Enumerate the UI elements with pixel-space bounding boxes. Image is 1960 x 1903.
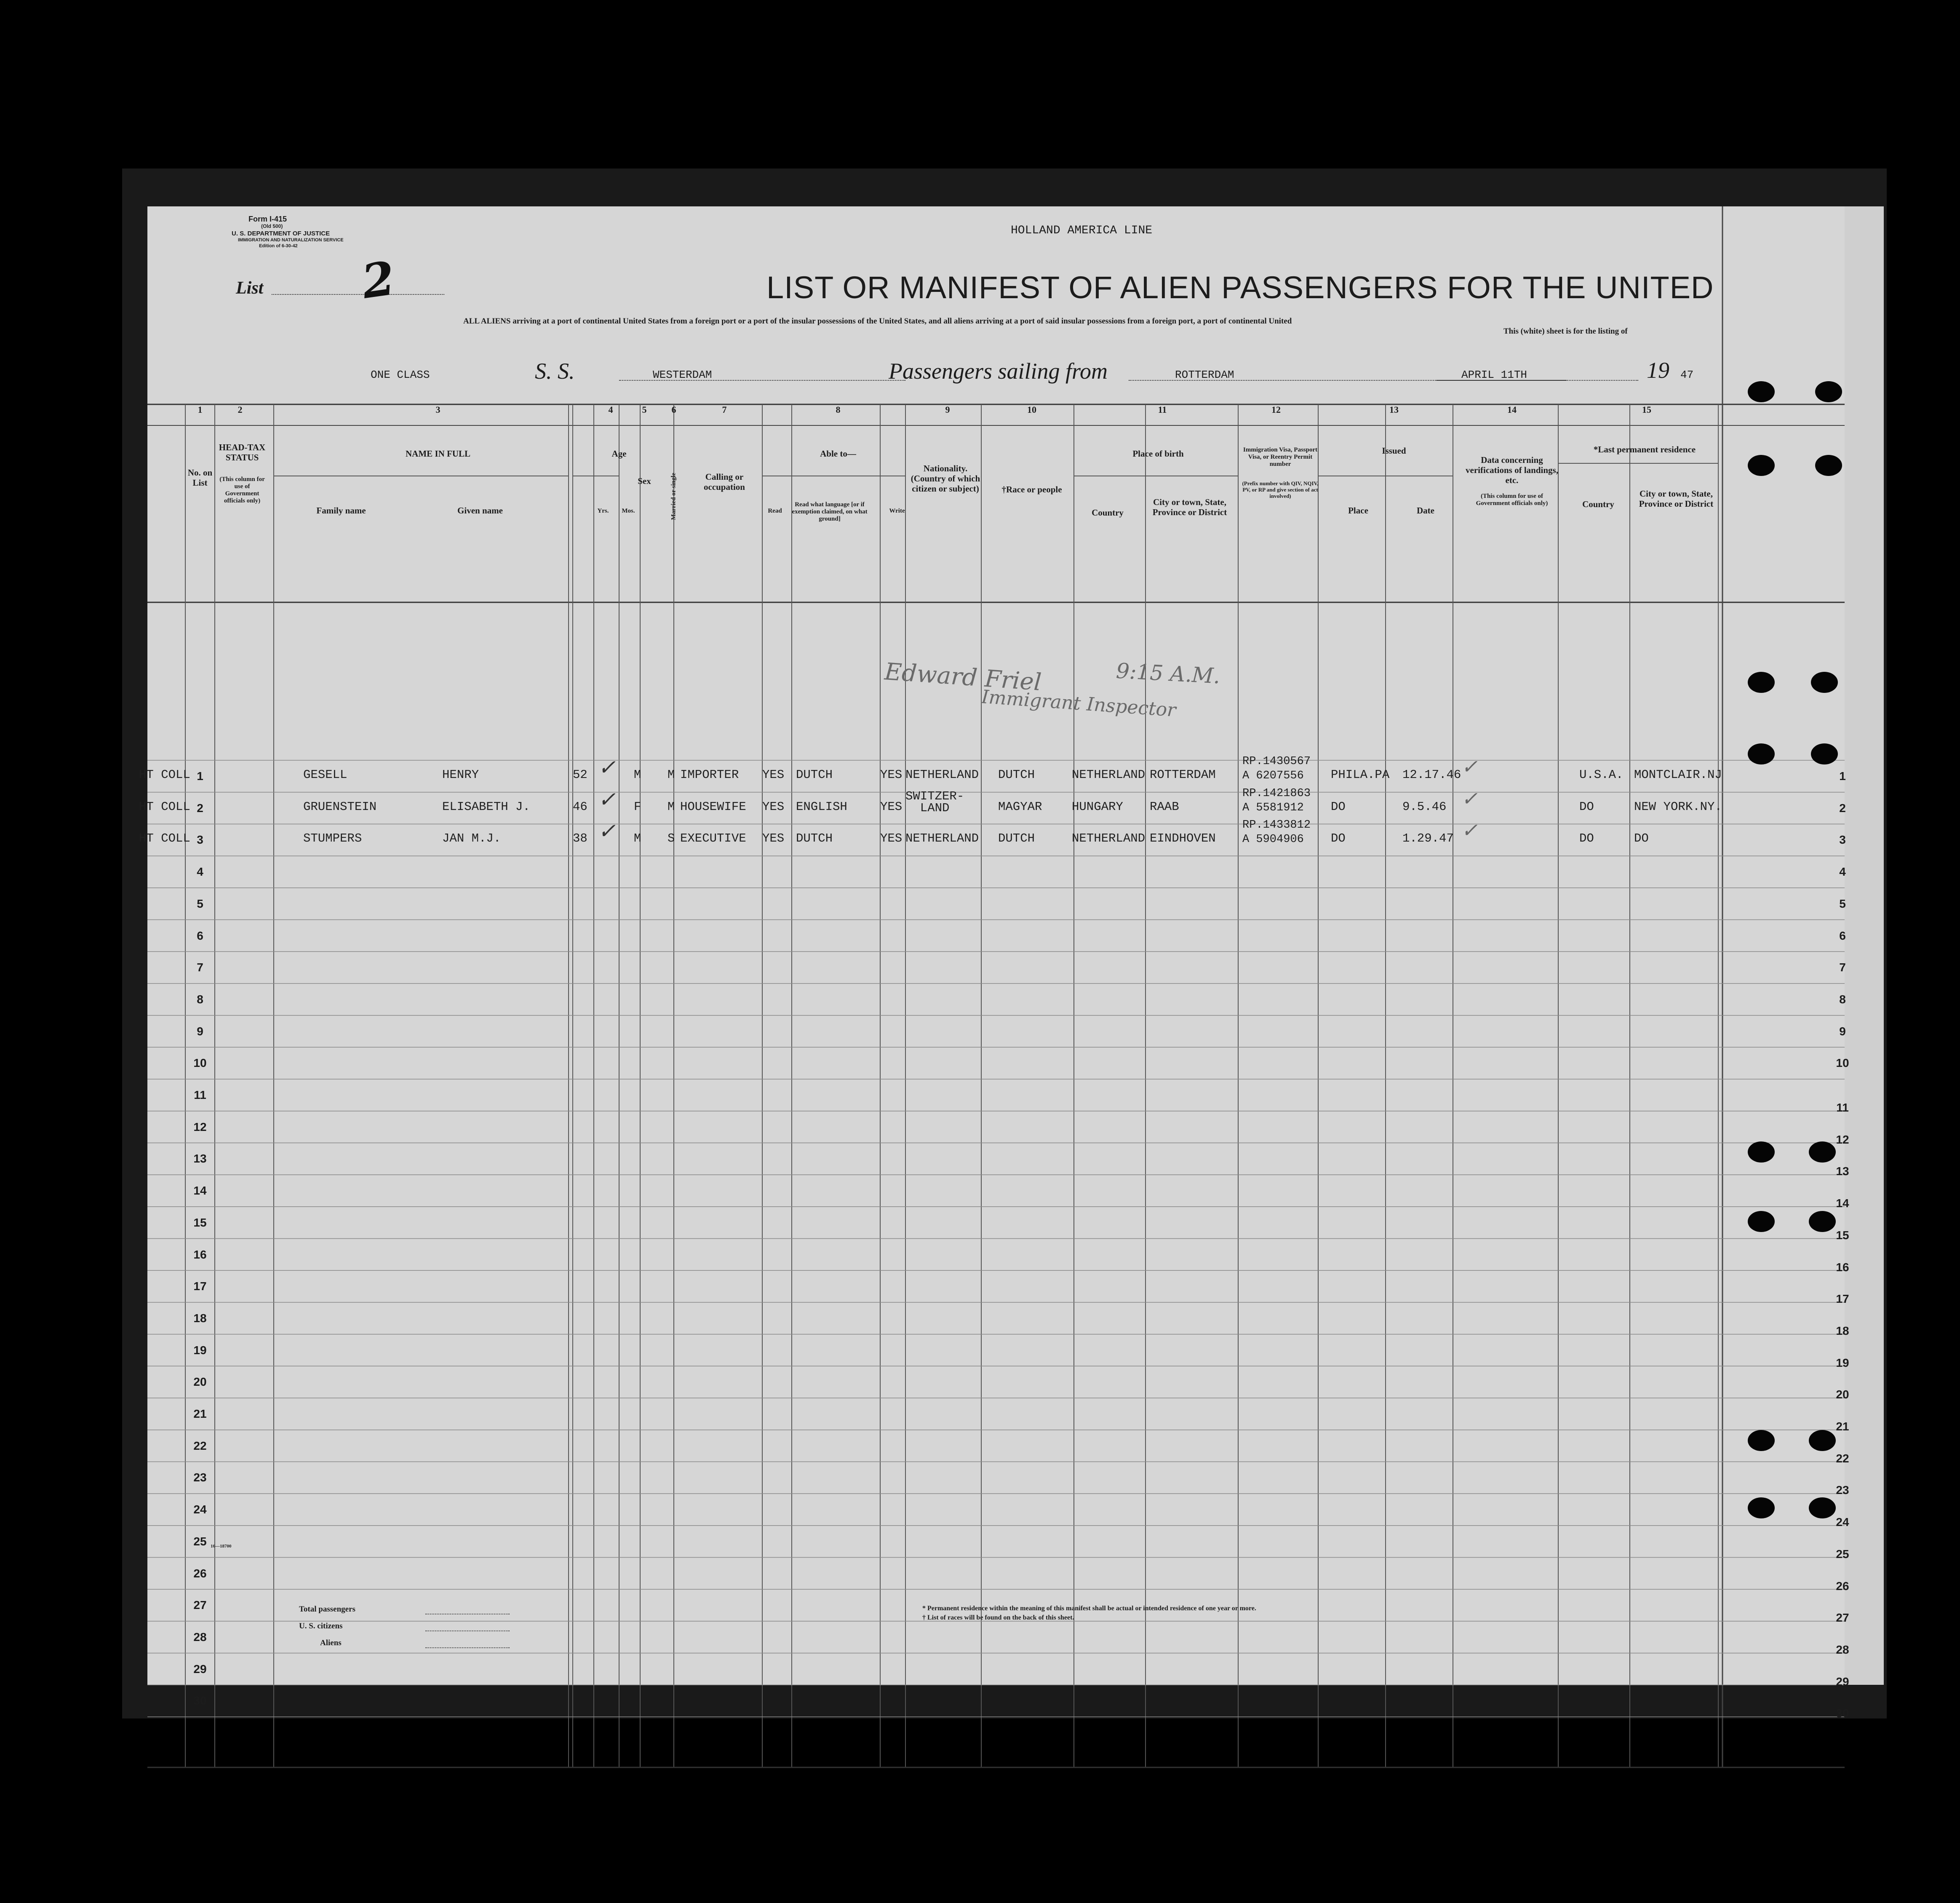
row-number: 21 <box>193 1407 207 1420</box>
check-mark: ✓ <box>1461 755 1478 778</box>
printer-code: 16—18700 <box>211 1544 232 1549</box>
col-number: 5 <box>642 404 647 415</box>
flap-row-number: 11 <box>1836 1101 1849 1114</box>
manifest-title: LIST OR MANIFEST OF ALIEN PASSENGERS FOR THE UNITED <box>766 270 1714 305</box>
header-res-country: Country <box>1582 499 1614 509</box>
birth-country: HUNGARY <box>1072 799 1123 814</box>
race-footnote: † List of races will be found on the back of this sheet. <box>922 1614 1074 1621</box>
col-number: 2 <box>238 404 243 415</box>
visa-number: RP.1421863 <box>1242 787 1311 800</box>
marital-status: M <box>668 799 675 814</box>
check-mark: ✓ <box>598 787 616 812</box>
header-place-of-birth: Place of birth <box>1132 449 1184 459</box>
header-res-city: City or town, State, Province or District <box>1639 489 1714 509</box>
col-number: 14 <box>1507 404 1517 415</box>
sex: F <box>634 799 641 814</box>
flap-row-number: 17 <box>1836 1292 1849 1306</box>
us-citizens-line <box>425 1630 510 1631</box>
birth-country: NETHERLAND <box>1072 768 1146 782</box>
visa-number: RP.1430567 <box>1242 755 1311 768</box>
col-number: 15 <box>1642 404 1651 415</box>
row-number: 16 <box>193 1248 207 1261</box>
col-number: 11 <box>1158 404 1167 415</box>
flap-row-number: 30 <box>1836 1707 1849 1720</box>
race: DUTCH <box>998 831 1035 846</box>
flap-row-number: 23 <box>1836 1483 1849 1497</box>
departure-port: ROTTERDAM <box>1175 369 1234 381</box>
header-write: Write <box>889 508 905 514</box>
birth-country: NETHERLAND <box>1072 831 1146 846</box>
row-number: 14 <box>193 1184 207 1197</box>
check-mark: ✓ <box>1461 787 1478 810</box>
header-visa-note: (Prefix number with QIV, NQIV, PV, or RP and give section of act involved) <box>1242 480 1319 499</box>
edition-date: Edition of 6-30-42 <box>259 243 298 249</box>
issued-place: DO <box>1331 831 1346 846</box>
row-number: 6 <box>197 929 203 942</box>
header-head-tax: HEAD-TAX STATUS <box>219 442 266 462</box>
flap-row-number: 9 <box>1839 1024 1846 1038</box>
read-language: DUTCH <box>796 831 833 846</box>
flap-row-number: 27 <box>1836 1611 1849 1625</box>
col-number: 9 <box>945 404 950 415</box>
header-married-single: Married or single <box>670 473 677 520</box>
sex: M <box>634 768 641 782</box>
punch-hole <box>1748 381 1775 402</box>
row-number: 12 <box>193 1120 207 1133</box>
flap-row-number: 7 <box>1839 961 1846 974</box>
can-read: YES <box>762 831 785 846</box>
immigration-visa-number: A 6207556 <box>1242 770 1304 782</box>
col-number: 6 <box>671 404 676 415</box>
punch-hole <box>1809 1141 1836 1163</box>
list-label: List <box>236 278 264 298</box>
sex: M <box>634 831 641 846</box>
inspection-time: 9:15 A.M. <box>1115 658 1221 689</box>
residence-city: DO <box>1634 831 1649 846</box>
header-name-in-full: NAME IN FULL <box>405 449 470 459</box>
flap-row-number: 2 <box>1839 801 1846 815</box>
family-name: GESELL <box>303 768 347 782</box>
flap-row-number: 18 <box>1836 1324 1849 1337</box>
col-number: 10 <box>1027 404 1036 415</box>
marital-status: M <box>668 768 675 782</box>
flap-row-number: 14 <box>1836 1197 1849 1210</box>
flap-row-number: 10 <box>1836 1056 1849 1070</box>
old-form-number: (Old 500) <box>261 223 283 229</box>
punch-hole <box>1748 672 1775 693</box>
manifest-subtitle: ALL ALIENS arriving at a port of continental United States from a foreign port or a port of the insular possessions of the United States, and all aliens arriving at a port of said insular possessions from a foreign port, a port of continental United <box>463 317 1292 326</box>
row-number: 17 <box>193 1280 207 1293</box>
total-passengers-line <box>425 1613 510 1614</box>
can-read: YES <box>762 768 785 782</box>
flap-row-number: 26 <box>1836 1579 1849 1593</box>
us-citizens-label: U. S. citizens <box>299 1622 343 1630</box>
service-name: IMMIGRATION AND NATURALIZATION SERVICE <box>238 238 344 243</box>
header-age-mos: Mos. <box>622 508 635 514</box>
header-pob-city: City or town, State, Province or District <box>1152 497 1227 517</box>
punch-hole <box>1811 743 1838 764</box>
flap-row-number: 8 <box>1839 992 1846 1006</box>
flap-row-number: 20 <box>1836 1388 1849 1401</box>
header-no-on-list: No. on List <box>187 468 213 488</box>
ss-label: S. S. <box>535 358 575 384</box>
header-given-name: Given name <box>457 505 503 516</box>
row-number: 10 <box>193 1056 207 1070</box>
header-race: †Race or people <box>1001 484 1062 494</box>
aliens-label: Aliens <box>320 1638 342 1647</box>
row-number: 11 <box>194 1088 206 1101</box>
flap-row-number: 28 <box>1836 1643 1849 1656</box>
flap-row-number: 22 <box>1836 1451 1849 1465</box>
row-number: 29 <box>193 1662 207 1676</box>
form-number: Form I-415 <box>248 215 287 223</box>
issued-date: 1.29.47 <box>1402 831 1454 846</box>
header-family-name: Family name <box>316 505 366 516</box>
row-number: 25 <box>193 1534 207 1548</box>
immigration-visa-number: A 5581912 <box>1242 801 1304 814</box>
col-number: 13 <box>1389 404 1399 415</box>
header-data-concerning: Data concerning verifications of landings, etc. <box>1466 455 1558 485</box>
header-age: Age <box>611 449 627 459</box>
year-prefix: 19 <box>1647 358 1669 383</box>
read-language: DUTCH <box>796 768 833 782</box>
sailing-label: Passengers sailing from <box>889 358 1108 384</box>
header-sex: Sex <box>638 476 651 486</box>
header-read-language: Read what language [or if exemption claimed, on what ground] <box>792 501 868 522</box>
shipping-line-name: HOLLAND AMERICA LINE <box>1011 224 1153 237</box>
check-mark: ✓ <box>1461 819 1478 842</box>
header-head-tax-note: (This column for use of Government officials only) <box>219 476 265 504</box>
row-number: 5 <box>197 897 203 910</box>
read-language: ENGLISH <box>796 799 847 814</box>
punch-hole <box>1815 381 1842 402</box>
immigration-visa-number: A 5904906 <box>1242 833 1304 846</box>
col-number: 4 <box>608 404 613 415</box>
class-of-travel: ONE CLASS <box>371 369 430 381</box>
row-number: 8 <box>197 992 203 1006</box>
row-number: 19 <box>193 1343 207 1357</box>
flap-row-number: 21 <box>1836 1420 1849 1433</box>
row-number: 18 <box>193 1311 207 1325</box>
flap-row-number: 12 <box>1836 1133 1849 1146</box>
punch-hole <box>1809 1497 1836 1518</box>
header-able-to: Able to— <box>820 449 856 459</box>
can-write: YES <box>880 768 903 782</box>
family-name: STUMPERS <box>303 831 362 846</box>
flap-row-number: 3 <box>1839 833 1846 847</box>
occupation: IMPORTER <box>680 768 739 782</box>
row-number: 30 <box>193 1694 207 1708</box>
flap-row-number: 16 <box>1836 1260 1849 1274</box>
header-visa: Immigration Visa, Passport Visa, or Reentry Permit number <box>1243 446 1318 468</box>
race: MAGYAR <box>998 799 1042 814</box>
col-number: 12 <box>1271 404 1281 415</box>
header-last-residence: *Last permanent residence <box>1593 444 1696 454</box>
punch-hole <box>1811 672 1838 693</box>
header-nationality: Nationality. (Country of which citizen or subject) <box>911 463 980 494</box>
header-age-yrs: Yrs. <box>597 508 609 514</box>
check-mark: ✓ <box>598 755 616 780</box>
flap-row-number: 5 <box>1839 897 1846 910</box>
age-years: 38 <box>573 831 587 846</box>
family-name: GRUENSTEIN <box>303 799 377 814</box>
row-number: 23 <box>193 1471 207 1484</box>
row-number: 13 <box>193 1152 207 1165</box>
punch-hole <box>1748 1141 1775 1163</box>
flap-row-number: 24 <box>1836 1515 1849 1529</box>
row-number: 22 <box>193 1439 207 1452</box>
entry-prefix: HT COLL <box>139 799 190 814</box>
row-number: 15 <box>193 1216 207 1229</box>
header-issued: Issued <box>1382 446 1406 456</box>
visa-number: RP.1433812 <box>1242 819 1311 832</box>
aliens-line <box>425 1647 510 1648</box>
occupation: EXECUTIVE <box>680 831 746 846</box>
col-number: 7 <box>722 404 727 415</box>
can-write: YES <box>880 799 903 814</box>
flap-row-number: 13 <box>1836 1165 1849 1178</box>
ship-name: WESTERDAM <box>653 369 712 381</box>
residence-country: DO <box>1579 831 1594 846</box>
row-number: 20 <box>193 1375 207 1389</box>
header-issued-date: Date <box>1417 505 1434 516</box>
residence-city: NEW YORK.NY. <box>1634 799 1722 814</box>
occupation: HOUSEWIFE <box>680 799 746 814</box>
flap-row-number: 19 <box>1836 1356 1849 1369</box>
punch-hole <box>1809 1430 1836 1451</box>
year-suffix: 47 <box>1680 369 1694 381</box>
header-issued-place: Place <box>1348 505 1368 516</box>
residence-footnote: * Permanent residence within the meaning of this manifest shall be actual or intended residence of one year or more. <box>922 1605 1256 1612</box>
punch-hole <box>1748 743 1775 764</box>
age-years: 52 <box>573 768 587 782</box>
header-data-note: (This column for use of Government officials only) <box>1476 493 1548 507</box>
inspector-title: Immigrant Inspector <box>980 686 1177 722</box>
col-number: 1 <box>198 404 203 415</box>
flap-row-number: 1 <box>1839 770 1846 783</box>
header-calling: Calling or occupation <box>703 472 745 492</box>
manifest-subtitle-right: This (white) sheet is for the listing of <box>1503 327 1628 336</box>
race: DUTCH <box>998 768 1035 782</box>
punch-hole <box>1809 1211 1836 1232</box>
header-pob-country: Country <box>1092 508 1124 518</box>
given-name: ELISABETH J. <box>442 799 530 814</box>
punch-hole <box>1815 455 1842 476</box>
punch-hole <box>1748 1497 1775 1518</box>
birth-city: ROTTERDAM <box>1150 768 1216 782</box>
issued-date: 12.17.46 <box>1402 768 1461 782</box>
manifest-grid <box>147 206 1845 1685</box>
row-number: 1 <box>197 770 203 783</box>
row-number: 26 <box>193 1566 207 1580</box>
punch-hole <box>1748 1430 1775 1451</box>
issued-date: 9.5.46 <box>1402 799 1447 814</box>
issued-place: PHILA.PA <box>1331 768 1390 782</box>
sailing-date: APRIL 11TH <box>1461 369 1527 381</box>
header-read: Read <box>768 508 782 514</box>
entry-prefix: HT COLL <box>139 831 190 846</box>
flap-row-number: 29 <box>1836 1675 1849 1688</box>
age-years: 46 <box>573 799 587 814</box>
department-name: U. S. DEPARTMENT OF JUSTICE <box>232 230 330 237</box>
flap-row-number: 25 <box>1836 1547 1849 1561</box>
can-write: YES <box>880 831 903 846</box>
list-number-handwritten: 2 <box>358 251 398 309</box>
row-number: 2 <box>197 801 203 815</box>
marital-status: S <box>668 831 675 846</box>
row-number: 4 <box>197 865 203 879</box>
punch-hole <box>1748 1211 1775 1232</box>
issued-place: DO <box>1331 799 1346 814</box>
flap-row-number: 6 <box>1839 929 1846 942</box>
residence-city: MONTCLAIR.NJ <box>1634 768 1722 782</box>
inspector-signature: Edward Friel <box>884 658 1042 696</box>
residence-country: U.S.A. <box>1579 768 1624 782</box>
flap-row-number: 15 <box>1836 1228 1849 1242</box>
can-read: YES <box>762 799 785 814</box>
nationality: NETHERLAND <box>905 768 979 782</box>
total-passengers-label: Total passengers <box>299 1605 355 1614</box>
row-number: 9 <box>197 1024 203 1038</box>
given-name: HENRY <box>442 768 479 782</box>
row-number: 27 <box>193 1598 207 1612</box>
flap-row-number: 4 <box>1839 865 1846 879</box>
row-number: 3 <box>197 833 203 847</box>
col-number: 3 <box>435 404 441 415</box>
check-mark: ✓ <box>598 819 616 844</box>
nationality: NETHERLAND <box>905 831 979 846</box>
col-number: 8 <box>836 404 841 415</box>
residence-country: DO <box>1579 799 1594 814</box>
birth-city: RAAB <box>1150 799 1179 814</box>
row-number: 7 <box>197 961 203 974</box>
given-name: JAN M.J. <box>442 831 501 846</box>
row-number: 24 <box>193 1503 207 1516</box>
nationality: SWITZER- LAND <box>905 789 964 815</box>
punch-hole <box>1748 455 1775 476</box>
row-number: 28 <box>193 1630 207 1644</box>
entry-prefix: HT COLL <box>139 768 190 782</box>
manifest-sheet <box>139 206 1849 1720</box>
birth-city: EINDHOVEN <box>1150 831 1216 846</box>
